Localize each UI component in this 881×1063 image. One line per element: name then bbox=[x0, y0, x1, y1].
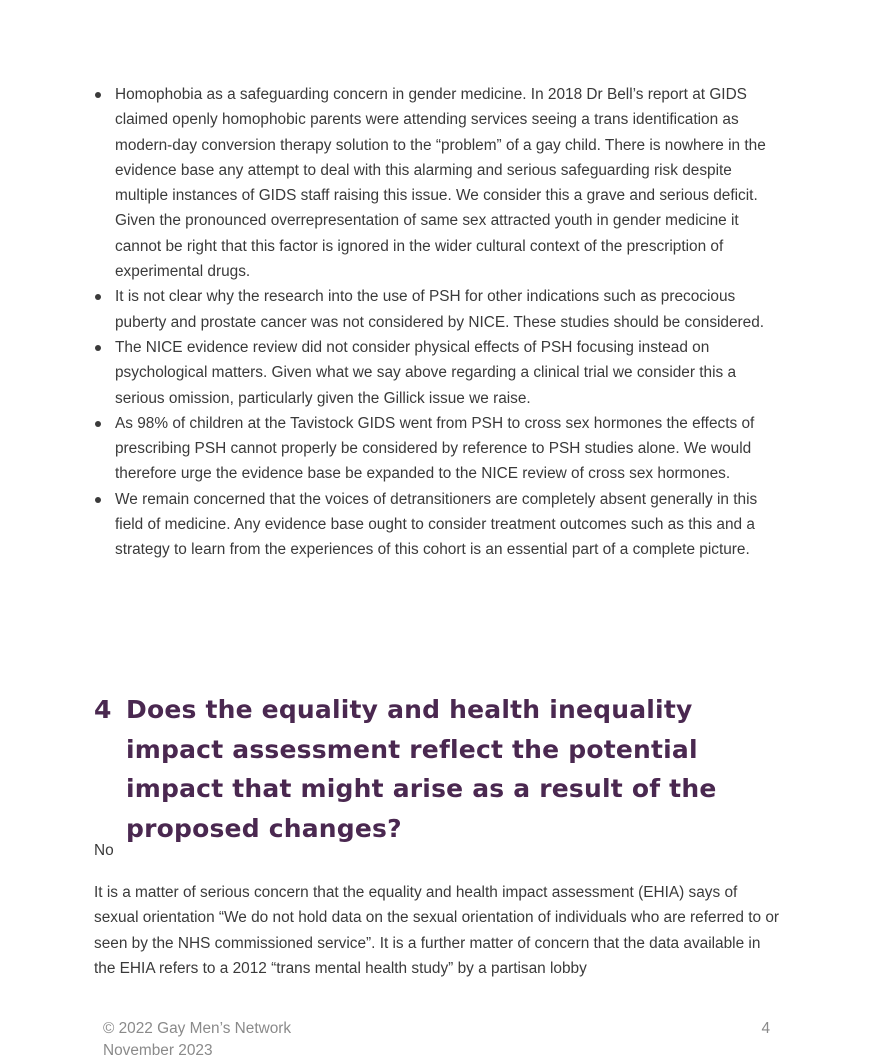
footer-left bbox=[103, 1018, 291, 1062]
footer-copyright: © 2022 Gay Men’s Network bbox=[103, 1020, 292, 1037]
page-number: 4 bbox=[761, 1020, 770, 1037]
bullet-icon bbox=[95, 92, 101, 98]
section-title: Does the equality and health inequality impact assessment reflect the potential impact that might arise as a result of the proposed changes? bbox=[126, 695, 717, 843]
section-heading bbox=[94, 690, 794, 848]
list-item bbox=[94, 284, 784, 335]
bullet-text: Homophobia as a safeguarding concern in gender medicine. In 2018 Dr Bell’s report at GIDS claimed openly homophobic parents were attending services seeing a trans identification as modern-day conversion therapy solution to the “problem” of a gay child. There is nowhere in the evidence base any attempt to deal with this alarming and serious safeguarding risk despite multiple instances of GIDS staff raising this issue. We consider this a grave and serious deficit. Given the pronounced overrepresentation of same sex attracted youth in gender medicine it cannot be right that this factor is ignored in the wider cultural context of the prescription of experimental drugs. bbox=[115, 86, 766, 281]
bullet-text: The NICE evidence review did not consider physical effects of PSH focusing instead on psychological matters. Given what we say above regarding a clinical trial we consider this a serious omission, particularly given the Gillick issue we raise. bbox=[115, 338, 737, 407]
bullet-icon bbox=[95, 497, 101, 503]
list-item bbox=[94, 411, 784, 487]
list-item bbox=[94, 335, 784, 411]
bullet-icon bbox=[95, 421, 101, 427]
bullet-list bbox=[94, 82, 784, 563]
bullet-text: It is not clear why the research into the use of PSH for other indications such as precocious puberty and prostate cancer was not considered by NICE. These studies should be considered. bbox=[115, 288, 765, 331]
bullet-icon bbox=[95, 294, 101, 300]
list-item bbox=[94, 487, 784, 563]
footer-date: November 2023 bbox=[103, 1042, 213, 1059]
answer-text: No bbox=[94, 842, 114, 859]
section-number: 4 bbox=[94, 695, 112, 724]
bullet-icon bbox=[95, 345, 101, 351]
list-item bbox=[94, 82, 784, 284]
bullet-text: As 98% of children at the Tavistock GIDS went from PSH to cross sex hormones the effects of prescribing PSH cannot properly be considered by reference to PSH studies alone. We would therefore urge the evidence base be expanded to the NICE review of cross sex hormones. bbox=[115, 414, 755, 483]
body-paragraph: It is a matter of serious concern that the equality and health impact assessment (EHIA) says of sexual orientation “We do not hold data on the sexual orientation of individuals who are referred to or seen by the NHS commissioned service”. It is a further matter of concern that the data available in the EHIA refers to a 2012 “trans mental health study” by a partisan lobby bbox=[94, 884, 780, 977]
bullet-text: We remain concerned that the voices of detransitioners are completely absent generally in this field of medicine. Any evidence base ought to consider treatment outcomes such as this and a strategy to learn from the experiences of this cohort is an essential part of a complete picture. bbox=[115, 490, 758, 559]
